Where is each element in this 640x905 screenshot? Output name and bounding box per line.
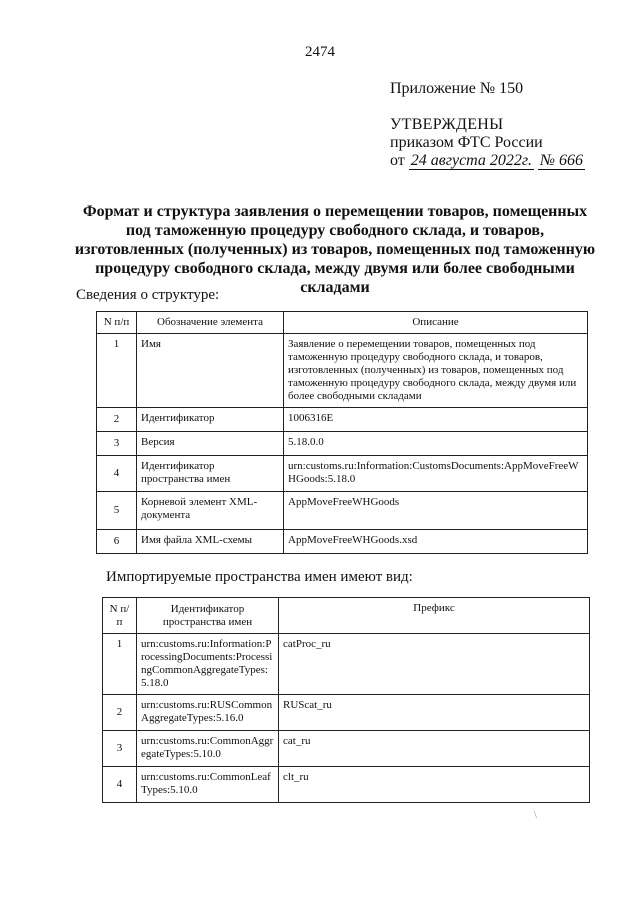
column-header-element: Обозначение элемента (137, 312, 284, 334)
order-date-prefix: от (390, 152, 405, 169)
table-row (103, 695, 590, 731)
element-name: Версия (137, 432, 284, 456)
order-date-line (390, 152, 585, 170)
structure-header-row (97, 312, 588, 334)
namespace-id: urn:customs.ru:RUSCommonAggregateTypes:5.16.0 (137, 695, 279, 731)
table-row (103, 731, 590, 767)
element-name: Имя (137, 334, 284, 408)
appendix-label: Приложение № 150 (390, 80, 524, 97)
element-name: Корневой элемент XML-документа (137, 492, 284, 530)
structure-caption: Сведения о структуре: (76, 287, 220, 303)
column-header-n: N п/п (97, 312, 137, 334)
column-header-description: Описание (284, 312, 588, 334)
row-number: 2 (97, 408, 137, 432)
column-header-n: N п/п (103, 598, 137, 634)
structure-table (96, 311, 588, 554)
row-number: 6 (97, 530, 137, 554)
table-row (97, 492, 588, 530)
document-title: Формат и структура заявления о перемещении товаров, помещенных под таможенную процедуру свободного склада, и товаров, изготовленных (полученных) из товаров, помещенных под таможенную процедуру свободного склада, между двумя или более свободными складами (74, 203, 596, 296)
namespace-id: urn:customs.ru:CommonAggregateTypes:5.10.0 (137, 731, 279, 767)
row-number: 5 (97, 492, 137, 530)
table-row (103, 634, 590, 695)
element-description: urn:customs.ru:Information:CustomsDocuments:AppMoveFreeWHGoods:5.18.0 (284, 456, 588, 492)
table-row (97, 432, 588, 456)
table-row (97, 456, 588, 492)
column-header-namespace-id: Идентификатор пространства имен (137, 598, 279, 634)
table-row (103, 767, 590, 803)
table-row (97, 408, 588, 432)
namespaces-caption: Импортируемые пространства имен имеют вид: (106, 569, 413, 585)
namespace-prefix: clt_ru (279, 767, 590, 803)
row-number: 2 (103, 695, 137, 731)
row-number: 1 (103, 634, 137, 695)
namespace-prefix: cat_ru (279, 731, 590, 767)
namespaces-header-row (103, 598, 590, 634)
column-header-prefix: Префикс (279, 598, 590, 634)
element-description: AppMoveFreeWHGoods (284, 492, 588, 530)
namespace-id: urn:customs.ru:Information:ProcessingDocuments:ProcessingCommonAggregateTypes:5.18.0 (137, 634, 279, 695)
order-date: 24 августа 2022г. (410, 152, 532, 169)
page-number: 2474 (305, 44, 335, 60)
row-number: 3 (103, 731, 137, 767)
namespace-prefix: catProc_ru (279, 634, 590, 695)
namespace-id: urn:customs.ru:CommonLeafTypes:5.10.0 (137, 767, 279, 803)
table-row (97, 530, 588, 554)
table-row (97, 334, 588, 408)
element-name: Имя файла XML-схемы (137, 530, 284, 554)
row-number: 4 (103, 767, 137, 803)
element-description: 5.18.0.0 (284, 432, 588, 456)
approved-label: УТВЕРЖДЕНЫ (390, 116, 504, 133)
row-number: 3 (97, 432, 137, 456)
row-number: 4 (97, 456, 137, 492)
element-description: 1006316E (284, 408, 588, 432)
element-description: Заявление о перемещении товаров, помещенных под таможенную процедуру свободного склада, и товаров, изготовленных (полученных) из товаров, помещенных под таможенную процедуру свободного склада, между двумя или более свободными складами (284, 334, 588, 408)
row-number: 1 (97, 334, 137, 408)
scan-mark: \ (534, 810, 537, 821)
element-name: Идентификатор пространства имен (137, 456, 284, 492)
namespaces-table (102, 597, 590, 803)
namespace-prefix: RUScat_ru (279, 695, 590, 731)
element-name: Идентификатор (137, 408, 284, 432)
order-label: приказом ФТС России (390, 134, 543, 151)
element-description: AppMoveFreeWHGoods.xsd (284, 530, 588, 554)
order-number: № 666 (539, 152, 584, 169)
